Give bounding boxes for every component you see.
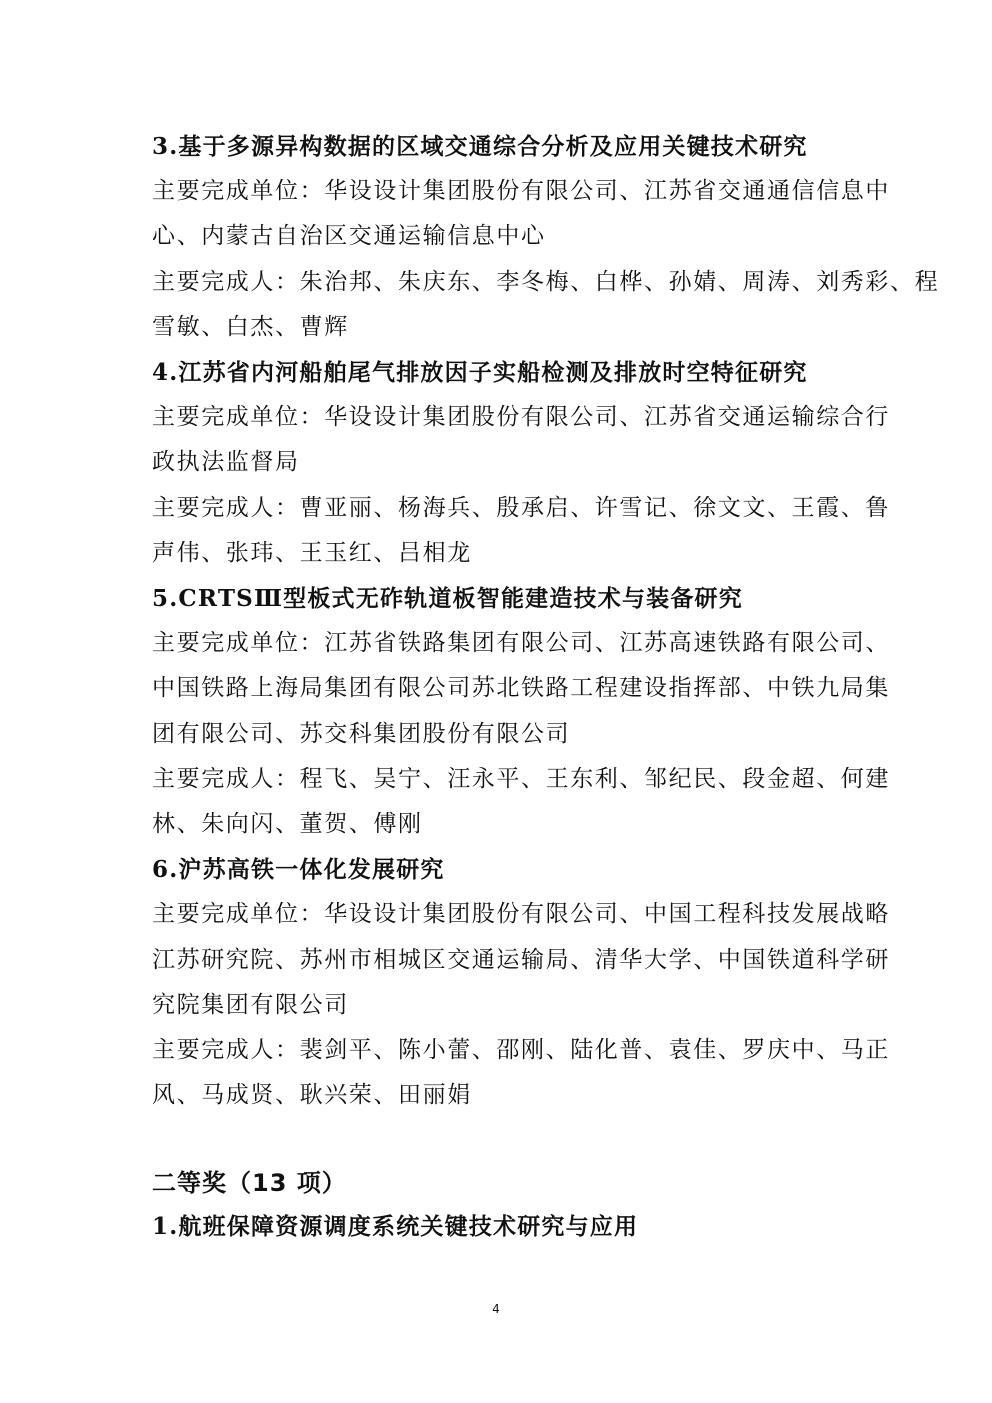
project-title: 1.航班保障资源调度系统关键技术研究与应用 [152,1213,639,1241]
completion-units-line: 团有限公司、苏交科集团股份有限公司 [152,720,571,747]
document-body [152,124,940,1250]
completion-people-line: 主要完成人：朱治邦、朱庆东、李冬梅、白桦、孙婧、周涛、刘秀彩、程 [152,268,940,295]
page-number: 4 [492,1302,500,1316]
project-title: 5.CRTSⅢ型板式无砟轨道板智能建造技术与装备研究 [152,585,743,613]
completion-units-line: 究院集团有限公司 [152,991,349,1018]
award-level-heading: 二等奖（13 项） [152,1169,347,1198]
project-entry [152,350,890,576]
completion-people-line: 主要完成人：裴剑平、陈小蕾、邵刚、陆化普、袁佳、罗庆中、马正 [152,1037,890,1064]
project-entry [152,124,940,350]
project-entry [152,847,890,1118]
completion-people-line: 风、马成贤、耿兴荣、田丽娟 [152,1082,472,1109]
completion-units-line: 主要完成单位：华设设计集团股份有限公司、中国工程科技发展战略 [152,901,890,928]
completion-units-line: 中国铁路上海局集团有限公司苏北铁路工程建设指挥部、中铁九局集 [152,675,890,702]
completion-people-line: 主要完成人：曹亚丽、杨海兵、殷承启、许雪记、徐文文、王霞、鲁 [152,494,890,521]
project-title: 4.江苏省内河船舶尾气排放因子实船检测及排放时空特征研究 [152,359,808,387]
project-entry [152,576,890,847]
project-title: 6.沪苏高铁一体化发展研究 [152,856,445,884]
completion-units-line: 心、内蒙古自治区交通运输信息中心 [152,223,546,250]
completion-units-line: 政执法监督局 [152,449,300,476]
completion-people-line: 雪敏、白杰、曹辉 [152,313,349,340]
completion-units-line: 主要完成单位：华设设计集团股份有限公司、江苏省交通运输综合行 [152,404,890,431]
completion-people-line: 声伟、张玮、王玉红、吕相龙 [152,539,472,566]
project-title: 3.基于多源异构数据的区域交通综合分析及应用关键技术研究 [152,133,808,160]
completion-units-line: 主要完成单位：华设设计集团股份有限公司、江苏省交通通信信息中 [152,178,890,205]
completion-units-line: 主要完成单位：江苏省铁路集团有限公司、江苏高速铁路有限公司、 [152,630,890,657]
completion-people-line: 主要完成人：程飞、吴宁、汪永平、王东利、邹纪民、段金超、何建 [152,765,890,792]
completion-units-line: 江苏研究院、苏州市相城区交通运输局、清华大学、中国铁道科学研 [152,946,890,973]
completion-people-line: 林、朱向闪、董贺、傅刚 [152,811,423,838]
